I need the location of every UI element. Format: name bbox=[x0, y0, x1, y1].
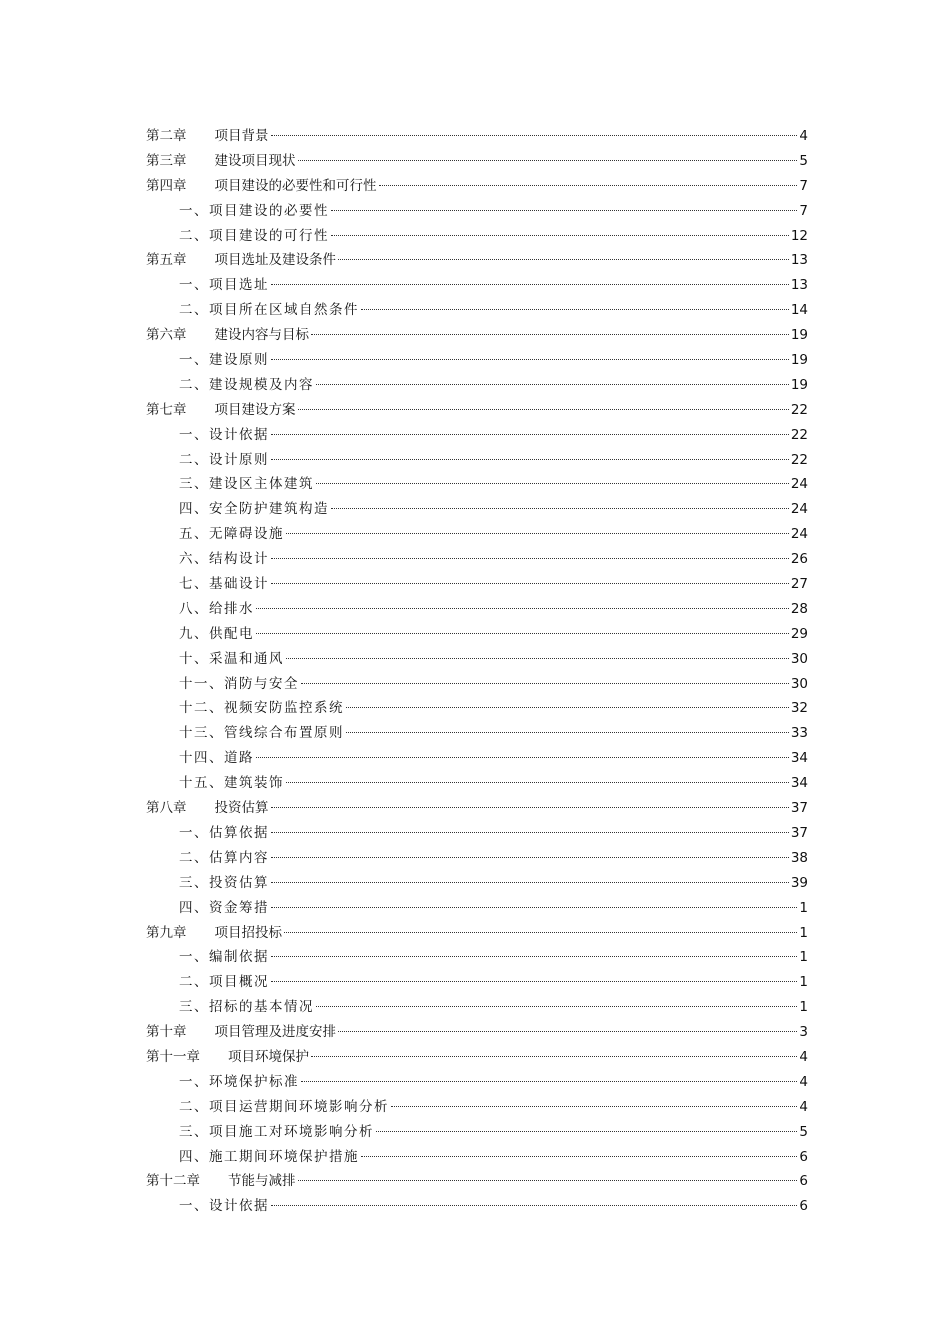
toc-entry-title: 三、项目施工对环境影响分析 bbox=[179, 1123, 374, 1140]
toc-page-number: 7 bbox=[799, 177, 808, 194]
toc-page-number: 1 bbox=[799, 974, 808, 991]
toc-dot-leader bbox=[301, 1081, 797, 1082]
toc-entry-title: 一、设计依据 bbox=[179, 426, 269, 443]
toc-section-entry[interactable] bbox=[146, 1120, 808, 1145]
toc-section-entry[interactable] bbox=[146, 896, 808, 921]
toc-entry-title: 二、项目概况 bbox=[179, 974, 269, 991]
toc-page-number: 4 bbox=[799, 1048, 808, 1065]
toc-entry-title: 八、给排水 bbox=[179, 600, 254, 617]
toc-dot-leader bbox=[284, 932, 797, 933]
toc-dot-leader bbox=[256, 633, 789, 634]
toc-page-number: 34 bbox=[790, 775, 808, 792]
toc-page-number: 27 bbox=[790, 576, 808, 593]
toc-entry-title: 项目建设的必要性和可行性 bbox=[214, 177, 377, 194]
toc-entry-title: 二、项目所在区域自然条件 bbox=[179, 302, 359, 319]
toc-entry-title: 三、投资估算 bbox=[179, 874, 269, 891]
toc-section-entry[interactable] bbox=[146, 871, 808, 896]
toc-section-entry[interactable] bbox=[146, 721, 808, 746]
toc-dot-leader bbox=[256, 757, 789, 758]
toc-section-entry[interactable] bbox=[146, 647, 808, 672]
toc-entry-title: 二、项目建设的可行性 bbox=[179, 227, 329, 244]
toc-dot-leader bbox=[286, 782, 789, 783]
toc-entry-title: 建设项目现状 bbox=[214, 152, 296, 169]
toc-dot-leader bbox=[298, 1180, 798, 1181]
toc-page-number: 24 bbox=[790, 476, 808, 493]
table-of-contents bbox=[146, 124, 808, 1219]
toc-dot-leader bbox=[271, 882, 789, 883]
toc-chapter-entry[interactable] bbox=[146, 248, 808, 273]
toc-dot-leader bbox=[331, 508, 789, 509]
toc-entry-title: 十二、视频安防监控系统 bbox=[179, 700, 344, 717]
toc-section-entry[interactable] bbox=[146, 199, 808, 224]
toc-section-entry[interactable] bbox=[146, 1070, 808, 1095]
toc-entry-title: 四、资金筹措 bbox=[179, 899, 269, 916]
toc-section-entry[interactable] bbox=[146, 472, 808, 497]
toc-dot-leader bbox=[298, 409, 789, 410]
toc-dot-leader bbox=[271, 857, 789, 858]
toc-page-number: 6 bbox=[799, 1173, 808, 1190]
toc-chapter-number: 第七章 bbox=[146, 401, 187, 418]
toc-dot-leader bbox=[271, 832, 789, 833]
toc-dot-leader bbox=[346, 707, 789, 708]
toc-entry-title: 六、结构设计 bbox=[179, 551, 269, 568]
toc-dot-leader bbox=[379, 185, 798, 186]
toc-dot-leader bbox=[346, 732, 789, 733]
toc-chapter-number: 第十一章 bbox=[146, 1048, 200, 1065]
toc-entry-title: 二、建设规模及内容 bbox=[179, 376, 314, 393]
toc-dot-leader bbox=[316, 1006, 797, 1007]
toc-entry-title: 项目选址及建设条件 bbox=[214, 252, 336, 269]
toc-section-entry[interactable] bbox=[146, 597, 808, 622]
toc-page-number: 24 bbox=[790, 526, 808, 543]
toc-entry-title: 四、安全防护建筑构造 bbox=[179, 501, 329, 518]
toc-chapter-entry[interactable] bbox=[146, 149, 808, 174]
toc-section-entry[interactable] bbox=[146, 995, 808, 1020]
toc-page-number: 34 bbox=[790, 750, 808, 767]
toc-section-entry[interactable] bbox=[146, 1145, 808, 1170]
toc-page-number: 7 bbox=[799, 202, 808, 219]
toc-dot-leader bbox=[338, 259, 789, 260]
toc-page-number: 32 bbox=[790, 700, 808, 717]
toc-section-entry[interactable] bbox=[146, 771, 808, 796]
toc-section-entry[interactable] bbox=[146, 224, 808, 249]
toc-chapter-number: 第五章 bbox=[146, 252, 187, 269]
toc-page-number: 39 bbox=[790, 874, 808, 891]
toc-page-number: 4 bbox=[799, 128, 808, 144]
toc-entry-title: 节能与减排 bbox=[228, 1173, 296, 1190]
toc-chapter-entry[interactable] bbox=[146, 1020, 808, 1045]
toc-page-number: 19 bbox=[790, 376, 808, 393]
toc-page-number: 5 bbox=[799, 152, 808, 169]
toc-entry-title: 三、建设区主体建筑 bbox=[179, 476, 314, 493]
toc-page-number: 29 bbox=[790, 625, 808, 642]
toc-section-entry[interactable] bbox=[146, 423, 808, 448]
toc-page-number: 19 bbox=[790, 352, 808, 369]
toc-entry-title: 三、招标的基本情况 bbox=[179, 999, 314, 1016]
toc-dot-leader bbox=[301, 683, 789, 684]
toc-entry-title: 建设内容与目标 bbox=[214, 327, 309, 344]
toc-entry-title: 项目建设方案 bbox=[214, 401, 296, 418]
toc-entry-title: 一、建设原则 bbox=[179, 352, 269, 369]
toc-chapter-number: 第三章 bbox=[146, 152, 187, 169]
toc-dot-leader bbox=[286, 658, 789, 659]
toc-page-number: 24 bbox=[790, 501, 808, 518]
toc-chapter-number: 第四章 bbox=[146, 177, 187, 194]
toc-dot-leader bbox=[361, 1156, 797, 1157]
toc-entry-title: 投资估算 bbox=[214, 800, 269, 817]
toc-chapter-entry[interactable] bbox=[146, 1045, 808, 1070]
toc-chapter-number: 第十章 bbox=[146, 1024, 187, 1041]
toc-page-number: 1 bbox=[799, 999, 808, 1016]
toc-entry-title: 九、供配电 bbox=[179, 625, 254, 642]
toc-section-entry[interactable] bbox=[146, 572, 808, 597]
toc-entry-title: 一、环境保护标准 bbox=[179, 1073, 299, 1090]
toc-page-number: 37 bbox=[790, 800, 808, 817]
toc-dot-leader bbox=[338, 1031, 797, 1032]
toc-dot-leader bbox=[316, 483, 789, 484]
toc-dot-leader bbox=[271, 135, 798, 136]
toc-entry-title: 项目背景 bbox=[214, 128, 269, 144]
toc-page-number: 22 bbox=[790, 401, 808, 418]
toc-entry-title: 十一、消防与安全 bbox=[179, 675, 299, 692]
toc-dot-leader bbox=[271, 434, 789, 435]
toc-chapter-entry[interactable] bbox=[146, 1169, 808, 1194]
toc-entry-title: 十四、道路 bbox=[179, 750, 254, 767]
toc-section-entry[interactable] bbox=[146, 696, 808, 721]
toc-dot-leader bbox=[271, 807, 789, 808]
toc-dot-leader bbox=[271, 981, 797, 982]
toc-dot-leader bbox=[256, 608, 789, 609]
toc-page-number: 19 bbox=[790, 327, 808, 344]
toc-page-number: 6 bbox=[799, 1198, 808, 1215]
toc-page-number: 6 bbox=[799, 1148, 808, 1165]
toc-section-entry[interactable] bbox=[146, 497, 808, 522]
toc-page-number: 22 bbox=[790, 451, 808, 468]
toc-entry-title: 项目环境保护 bbox=[228, 1048, 309, 1065]
toc-dot-leader bbox=[298, 160, 798, 161]
toc-section-entry[interactable] bbox=[146, 672, 808, 697]
toc-entry-title: 七、基础设计 bbox=[179, 576, 269, 593]
toc-entry-title: 二、估算内容 bbox=[179, 849, 269, 866]
toc-section-entry[interactable] bbox=[146, 373, 808, 398]
toc-dot-leader bbox=[271, 459, 789, 460]
toc-section-entry[interactable] bbox=[146, 846, 808, 871]
toc-page-number: 38 bbox=[790, 849, 808, 866]
toc-entry-title: 十五、建筑装饰 bbox=[179, 775, 284, 792]
toc-section-entry[interactable] bbox=[146, 273, 808, 298]
toc-dot-leader bbox=[271, 956, 797, 957]
toc-page-number: 12 bbox=[790, 227, 808, 244]
toc-section-entry[interactable] bbox=[146, 821, 808, 846]
toc-section-entry[interactable] bbox=[146, 970, 808, 995]
toc-entry-title: 一、编制依据 bbox=[179, 949, 269, 966]
toc-chapter-entry[interactable] bbox=[146, 174, 808, 199]
toc-page-number: 4 bbox=[799, 1098, 808, 1115]
toc-dot-leader bbox=[331, 210, 797, 211]
toc-chapter-number: 第八章 bbox=[146, 800, 187, 817]
toc-dot-leader bbox=[391, 1106, 797, 1107]
toc-entry-title: 四、施工期间环境保护措施 bbox=[179, 1148, 359, 1165]
toc-entry-title: 项目招投标 bbox=[214, 924, 282, 941]
toc-dot-leader bbox=[271, 583, 789, 584]
toc-chapter-entry[interactable] bbox=[146, 124, 808, 149]
toc-dot-leader bbox=[361, 309, 789, 310]
toc-dot-leader bbox=[376, 1131, 797, 1132]
toc-entry-title: 一、项目建设的必要性 bbox=[179, 202, 329, 219]
toc-section-entry[interactable] bbox=[146, 298, 808, 323]
toc-page-number: 22 bbox=[790, 426, 808, 443]
toc-chapter-number: 第十二章 bbox=[146, 1173, 200, 1190]
toc-dot-leader bbox=[311, 1056, 797, 1057]
toc-entry-title: 十三、管线综合布置原则 bbox=[179, 725, 344, 742]
toc-dot-leader bbox=[286, 533, 789, 534]
toc-page-number: 30 bbox=[790, 675, 808, 692]
toc-chapter-number: 第九章 bbox=[146, 924, 187, 941]
toc-page-number: 14 bbox=[790, 302, 808, 319]
toc-entry-title: 五、无障碍设施 bbox=[179, 526, 284, 543]
toc-page-number: 1 bbox=[799, 924, 808, 941]
toc-entry-title: 项目管理及进度安排 bbox=[214, 1024, 336, 1041]
toc-page-number: 4 bbox=[799, 1073, 808, 1090]
toc-section-entry[interactable] bbox=[146, 547, 808, 572]
toc-page-number: 37 bbox=[790, 824, 808, 841]
toc-page-number: 28 bbox=[790, 600, 808, 617]
toc-entry-title: 二、项目运营期间环境影响分析 bbox=[179, 1098, 389, 1115]
toc-dot-leader bbox=[271, 284, 789, 285]
toc-dot-leader bbox=[271, 558, 789, 559]
toc-dot-leader bbox=[271, 1205, 797, 1206]
toc-page-number: 1 bbox=[799, 899, 808, 916]
toc-dot-leader bbox=[316, 384, 789, 385]
toc-section-entry[interactable] bbox=[146, 622, 808, 647]
toc-page-number: 33 bbox=[790, 725, 808, 742]
toc-dot-leader bbox=[271, 907, 797, 908]
toc-chapter-entry[interactable] bbox=[146, 323, 808, 348]
toc-page-number: 1 bbox=[799, 949, 808, 966]
toc-section-entry[interactable] bbox=[146, 522, 808, 547]
toc-entry-title: 十、采温和通风 bbox=[179, 650, 284, 667]
toc-chapter-entry[interactable] bbox=[146, 796, 808, 821]
toc-page-number: 13 bbox=[790, 277, 808, 294]
toc-dot-leader bbox=[331, 235, 789, 236]
toc-section-entry[interactable] bbox=[146, 1095, 808, 1120]
toc-entry-title: 一、估算依据 bbox=[179, 824, 269, 841]
toc-section-entry[interactable] bbox=[146, 746, 808, 771]
toc-entry-title: 一、项目选址 bbox=[179, 277, 269, 294]
toc-dot-leader bbox=[271, 359, 789, 360]
toc-section-entry[interactable] bbox=[146, 945, 808, 970]
toc-page-number: 26 bbox=[790, 551, 808, 568]
toc-entry-title: 一、设计依据 bbox=[179, 1198, 269, 1215]
toc-page-number: 5 bbox=[799, 1123, 808, 1140]
toc-page-number: 30 bbox=[790, 650, 808, 667]
toc-chapter-number: 第六章 bbox=[146, 327, 187, 344]
toc-section-entry[interactable] bbox=[146, 448, 808, 473]
toc-section-entry[interactable] bbox=[146, 348, 808, 373]
toc-chapter-entry[interactable] bbox=[146, 921, 808, 946]
toc-entry-title: 二、设计原则 bbox=[179, 451, 269, 468]
toc-page-number: 3 bbox=[799, 1024, 808, 1041]
toc-page-number: 13 bbox=[790, 252, 808, 269]
toc-section-entry[interactable] bbox=[146, 1194, 808, 1219]
toc-chapter-entry[interactable] bbox=[146, 398, 808, 423]
toc-chapter-number: 第二章 bbox=[146, 128, 187, 144]
toc-dot-leader bbox=[311, 334, 789, 335]
